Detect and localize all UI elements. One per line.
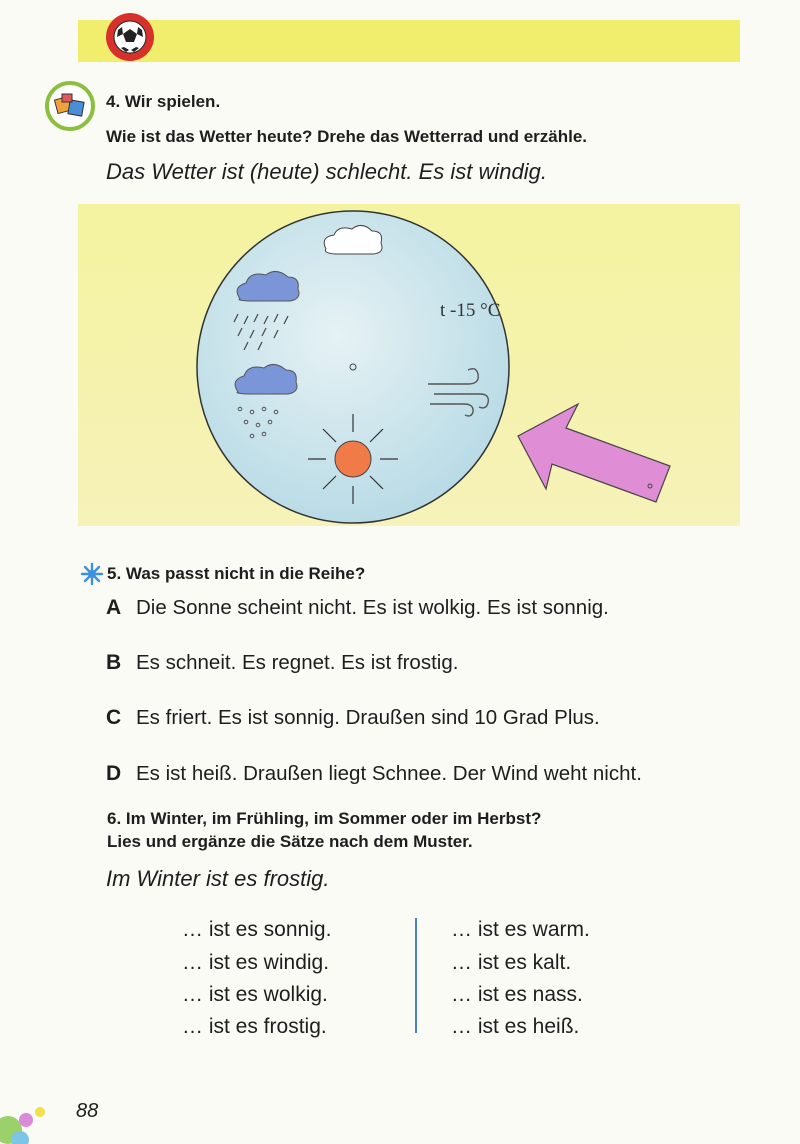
column-divider [415,918,417,1033]
option-text: Es schneit. Es regnet. Es ist frostig. [136,651,459,674]
option-c [106,706,600,730]
task4-title: 4. Wir spielen. [106,92,221,111]
right-sentence: … ist es kalt. [451,951,572,974]
option-b [106,651,458,675]
left-sentence: … ist es sonnig. [182,918,332,941]
right-sentence: … ist es warm. [451,918,590,941]
option-text: Die Sonne scheint nicht. Es ist wolkig. Es ist sonnig. [136,596,609,619]
football-icon [103,10,157,64]
option-a [106,596,609,620]
option-d [106,762,642,786]
option-letter: B [106,651,122,674]
task5-title: 5. Was passt nicht in die Reihe? [107,564,366,583]
right-sentence: … ist es nass. [451,983,583,1006]
task6-example: Im Winter ist es frostig. [106,866,330,891]
option-letter: D [106,762,122,785]
task4-example: Das Wetter ist (heute) schlecht. Es ist windig. [106,159,547,184]
temperature-label: t -15 °C [440,300,501,321]
top-banner [78,20,740,62]
cubes-icon [44,80,96,132]
star-icon [80,562,104,586]
task6-instruction: Lies und ergänze die Sätze nach dem Muster. [107,832,473,851]
corner-decoration [0,1090,64,1144]
option-text: Es ist heiß. Draußen liegt Schnee. Der Wind weht nicht. [136,762,642,785]
task6-title: 6. Im Winter, im Frühling, im Sommer oder im Herbst? [107,809,542,828]
left-sentence: … ist es wolkig. [182,983,328,1006]
weather-wheel-illustration [78,204,740,526]
right-sentence: … ist es heiß. [451,1015,580,1038]
task4-instruction: Wie ist das Wetter heute? Drehe das Wetterrad und erzähle. [106,127,588,146]
option-letter: A [106,596,122,619]
left-sentence: … ist es frostig. [182,1015,327,1038]
page-number: 88 [76,1100,99,1122]
option-letter: C [106,706,122,729]
option-text: Es friert. Es ist sonnig. Draußen sind 10 Grad Plus. [136,706,600,729]
left-sentence: … ist es windig. [182,951,330,974]
